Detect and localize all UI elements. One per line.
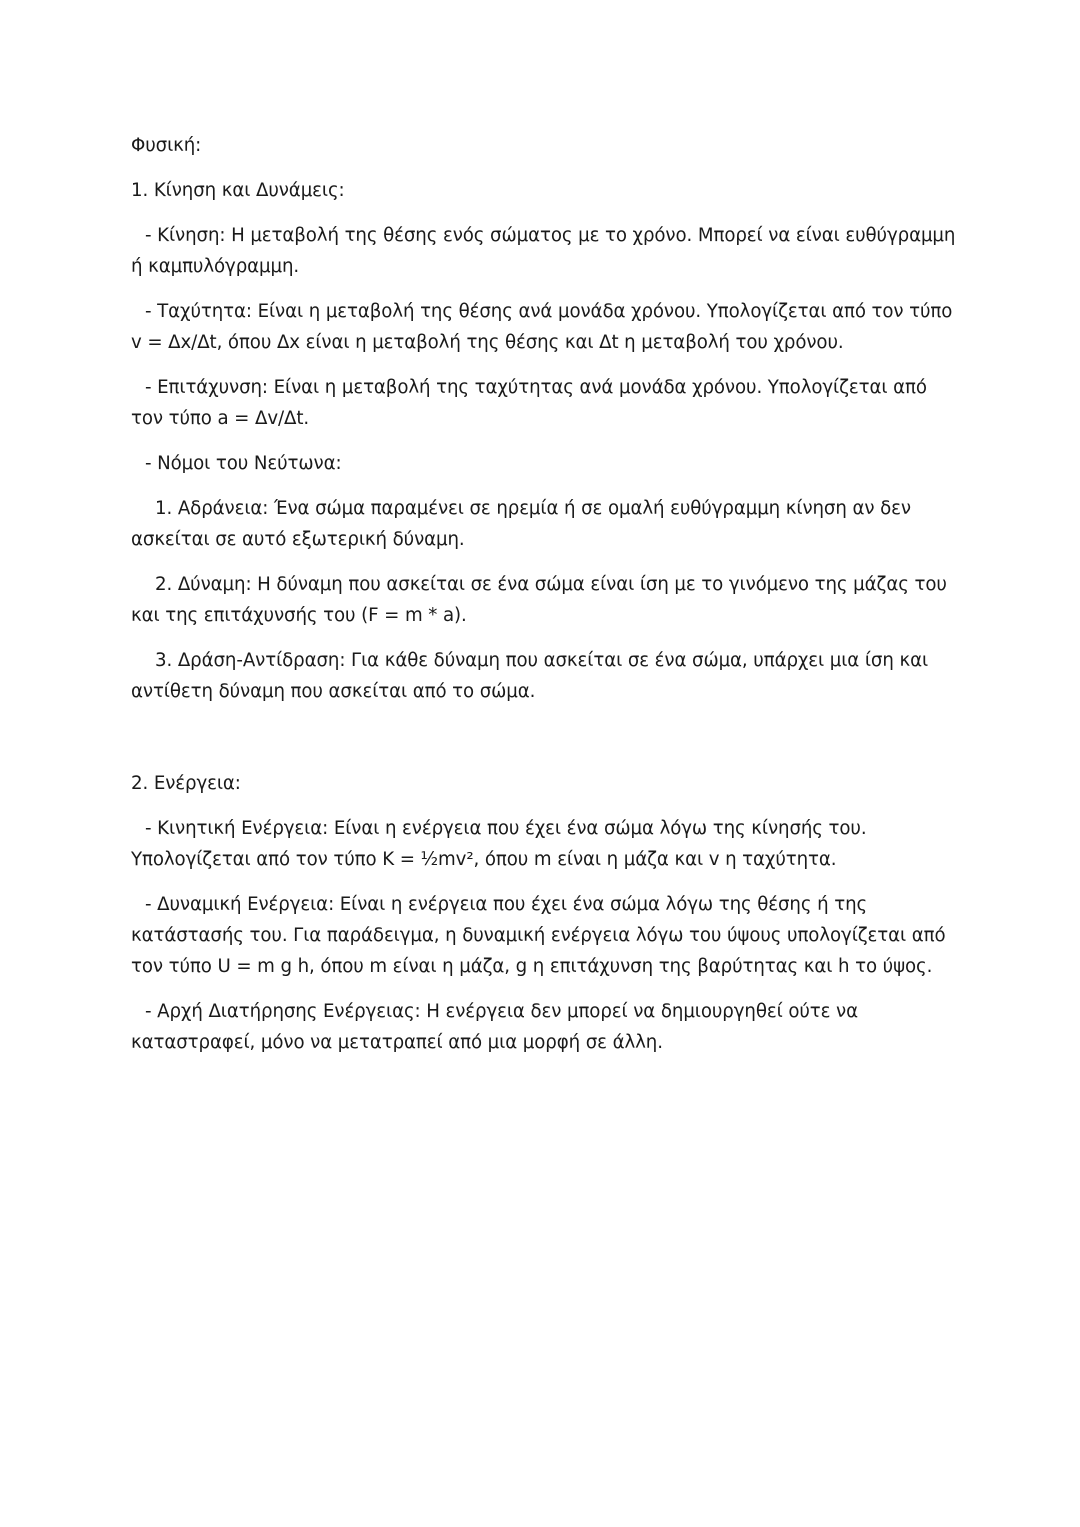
document-title: Φυσική: (131, 135, 202, 156)
paragraph-newton-laws: - Νόμοι του Νεύτωνα: (145, 453, 342, 474)
paragraph-potential-energy: - Δυναμική Ενέργεια: Είναι η ενέργεια που έχει ένα σώμα λόγω της θέσης ή της κατάστασής του. Για παράδειγμα, η δυναμική ενέργεια λόγω του ύψους υπολογίζεται από τον τύπο U = m g h, όπου m είναι η μάζα, g η επιτάχυνση της βαρύτητας και h το ύψος. (131, 894, 952, 977)
document-body (131, 130, 961, 1072)
paragraph-energy-conservation: - Αρχή Διατήρησης Ενέργειας: Η ενέργεια δεν μπορεί να δημιουργηθεί ούτε να καταστραφεί, μόνο να μετατραπεί από μια μορφή σε άλλη. (131, 1001, 864, 1053)
law-inertia: 1. Αδράνεια: Ένα σώμα παραμένει σε ηρεμία ή σε ομαλή ευθύγραμμη κίνηση αν δεν ασκείται σε αυτό εξωτερική δύναμη. (131, 498, 917, 550)
paragraph-kinetic-energy: - Κινητική Ενέργεια: Είναι η ενέργεια που έχει ένα σώμα λόγω της κίνησής του. Υπολογίζεται από τον τύπο K = ½mv², όπου m είναι η μάζα και v η ταχύτητα. (131, 818, 873, 870)
section-heading-motion: 1. Κίνηση και Δυνάμεις: (131, 180, 345, 201)
law-force: 2. Δύναμη: Η δύναμη που ασκείται σε ένα σώμα είναι ίση με το γινόμενο της μάζας του και της επιτάχυνσής του (F = m * a). (131, 574, 953, 626)
section-heading-energy: 2. Ενέργεια: (131, 773, 241, 794)
paragraph-acceleration: - Επιτάχυνση: Είναι η μεταβολή της ταχύτητας ανά μονάδα χρόνου. Υπολογίζεται από τον τύπο a = Δv/Δt. (131, 377, 933, 429)
section-spacer (131, 721, 961, 768)
paragraph-velocity: - Ταχύτητα: Είναι η μεταβολή της θέσης ανά μονάδα χρόνου. Υπολογίζεται από τον τύπο v = Δx/Δt, όπου Δx είναι η μεταβολή της θέσης και Δt η μεταβολή του χρόνου. (131, 301, 958, 353)
law-action-reaction: 3. Δράση-Αντίδραση: Για κάθε δύναμη που ασκείται σε ένα σώμα, υπάρχει μια ίση και αντίθετη δύναμη που ασκείται από το σώμα. (131, 650, 934, 702)
paragraph-motion: - Κίνηση: Η μεταβολή της θέσης ενός σώματος με το χρόνο. Μπορεί να είναι ευθύγραμμη ή καμπυλόγραμμη. (131, 225, 962, 277)
